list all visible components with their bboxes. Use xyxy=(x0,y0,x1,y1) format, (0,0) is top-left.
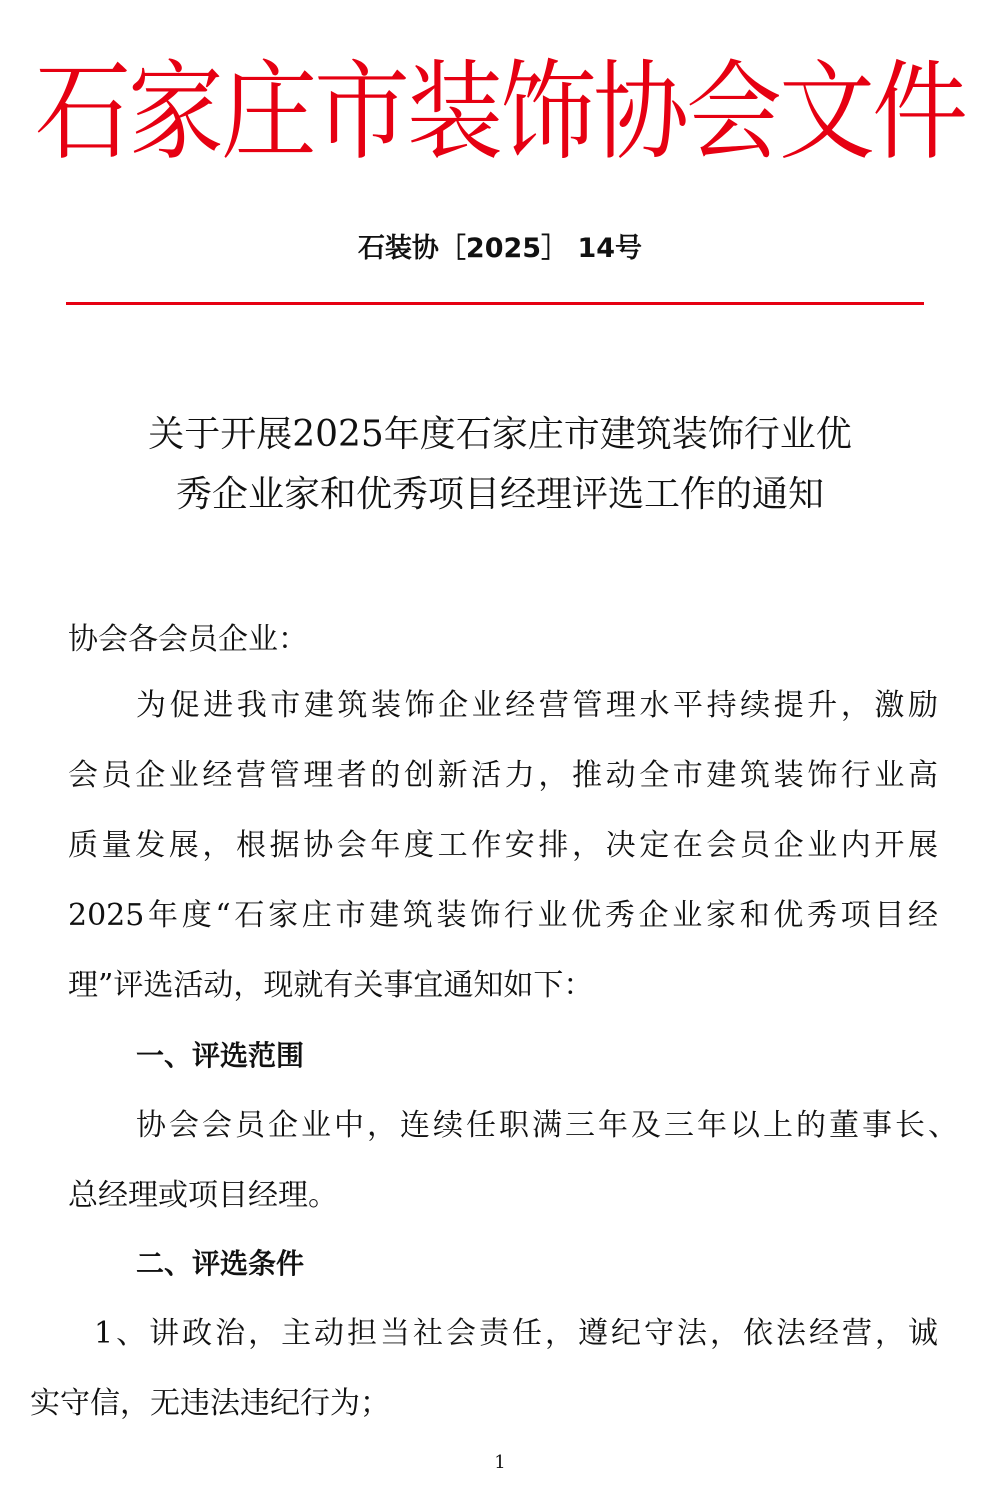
condition-1-line-2: 实守信，无违法违纪行为； xyxy=(30,1386,390,1421)
issuing-org-title: 石家庄市装饰协会文件 xyxy=(35,49,965,175)
title-line-2: 秀企业家和优秀项目经理评选工作的通知 xyxy=(175,474,824,515)
intro-line-3: 质量发展，根据协会年度工作安排，决定在会员企业内开展 xyxy=(68,828,938,863)
intro-line-4: 2025年度“石家庄市建筑装饰行业优秀企业家和优秀项目经 xyxy=(68,898,938,933)
intro-line-1: 为促进我市建筑装饰企业经营管理水平持续提升，激励 xyxy=(136,688,938,723)
condition-1-line-1: 1、讲政治，主动担当社会责任，遵纪守法，依法经营，诚 xyxy=(94,1316,938,1351)
page-number: 1 xyxy=(494,1452,506,1473)
header-divider xyxy=(66,302,924,305)
salutation: 协会各会员企业： xyxy=(68,622,308,657)
document-number: 石装协［2025］ 14号 xyxy=(357,233,643,264)
document-title xyxy=(0,405,1000,525)
section-1-line-1: 协会会员企业中，连续任职满三年及三年以上的董事长、 xyxy=(136,1108,958,1143)
section-2-heading: 二、评选条件 xyxy=(136,1247,305,1280)
section-1-line-2: 总经理或项目经理。 xyxy=(68,1178,338,1213)
title-line-1: 关于开展2025年度石家庄市建筑装饰行业优 xyxy=(148,414,852,455)
section-1-heading: 一、评选范围 xyxy=(136,1039,305,1072)
intro-line-5: 理”评选活动，现就有关事宜通知如下： xyxy=(68,968,594,1003)
intro-line-2: 会员企业经营管理者的创新活力，推动全市建筑装饰行业高 xyxy=(68,758,938,793)
